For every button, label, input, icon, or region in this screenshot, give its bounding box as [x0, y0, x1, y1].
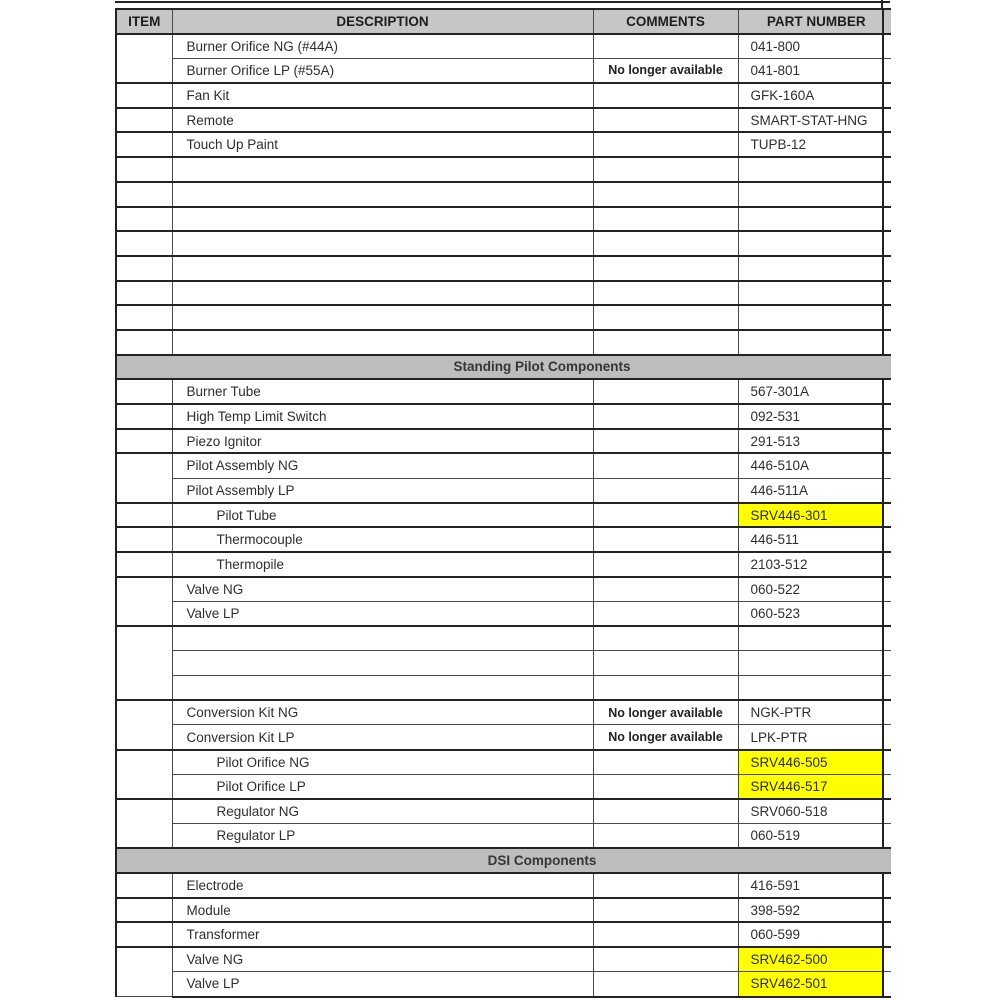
part-number-cell: LPK-PTR	[738, 725, 883, 750]
description-cell: Valve LP	[172, 602, 593, 627]
table-row	[116, 207, 891, 232]
table-row	[116, 824, 891, 849]
parts-table	[115, 8, 891, 998]
item-cell	[116, 750, 172, 799]
table-row	[116, 157, 891, 182]
edge-sliver-cell	[883, 404, 891, 429]
comments-cell: No longer available	[593, 700, 738, 725]
column-header-edge-sliver	[883, 9, 891, 34]
table-row	[116, 379, 891, 404]
description-cell: Piezo Ignitor	[172, 429, 593, 454]
table-row	[116, 83, 891, 108]
part-number-cell: 2103-512	[738, 552, 883, 577]
comments-cell	[593, 503, 738, 528]
comments-cell	[593, 281, 738, 306]
edge-sliver-cell	[883, 676, 891, 701]
part-number-cell	[738, 157, 883, 182]
item-cell	[116, 132, 172, 157]
description-cell	[172, 157, 593, 182]
part-number-cell	[738, 256, 883, 281]
part-number-cell: 060-519	[738, 824, 883, 849]
description-cell: Pilot Assembly NG	[172, 453, 593, 478]
part-number-cell: SRV446-301	[738, 503, 883, 528]
edge-sliver-cell	[883, 330, 891, 355]
comments-cell	[593, 972, 738, 997]
part-number-cell: 060-522	[738, 577, 883, 602]
table-row	[116, 552, 891, 577]
part-number-cell: 092-531	[738, 404, 883, 429]
edge-sliver-cell	[883, 725, 891, 750]
comments-cell	[593, 83, 738, 108]
comments-cell	[593, 256, 738, 281]
part-number-cell	[738, 651, 883, 676]
part-number-cell: 041-801	[738, 58, 883, 83]
column-header-comments: COMMENTS	[593, 9, 738, 34]
item-cell	[116, 626, 172, 700]
table-row	[116, 922, 891, 947]
part-number-cell: 398-592	[738, 898, 883, 923]
description-cell: High Temp Limit Switch	[172, 404, 593, 429]
table-row	[116, 602, 891, 627]
comments-cell	[593, 305, 738, 330]
page-top-rule	[115, 1, 890, 3]
part-number-cell: 291-513	[738, 429, 883, 454]
table-row	[116, 182, 891, 207]
section-band-title: DSI Components	[116, 848, 891, 873]
part-number-cell: GFK-160A	[738, 83, 883, 108]
edge-sliver-cell	[883, 700, 891, 725]
table-row	[116, 231, 891, 256]
item-cell	[116, 527, 172, 552]
description-cell: Touch Up Paint	[172, 132, 593, 157]
description-cell	[172, 651, 593, 676]
table-row	[116, 799, 891, 824]
edge-sliver-cell	[883, 873, 891, 898]
edge-sliver-cell	[883, 478, 891, 503]
part-number-cell: 041-800	[738, 34, 883, 59]
table-row	[116, 676, 891, 701]
edge-sliver-cell	[883, 626, 891, 651]
description-cell: Fan Kit	[172, 83, 593, 108]
description-cell: Transformer	[172, 922, 593, 947]
table-row	[116, 453, 891, 478]
comments-cell	[593, 478, 738, 503]
edge-sliver-cell	[883, 429, 891, 454]
comments-cell	[593, 602, 738, 627]
table-row	[116, 404, 891, 429]
table-row	[116, 577, 891, 602]
description-cell	[172, 330, 593, 355]
part-number-cell: SRV446-505	[738, 750, 883, 775]
table-row	[116, 651, 891, 676]
comments-cell	[593, 774, 738, 799]
description-cell: Pilot Assembly LP	[172, 478, 593, 503]
table-row	[116, 725, 891, 750]
description-cell: Conversion Kit NG	[172, 700, 593, 725]
item-cell	[116, 108, 172, 133]
edge-sliver-cell	[883, 577, 891, 602]
description-cell: Valve LP	[172, 972, 593, 997]
item-cell	[116, 552, 172, 577]
item-cell	[116, 379, 172, 404]
comments-cell	[593, 873, 738, 898]
comments-cell	[593, 108, 738, 133]
edge-sliver-cell	[883, 108, 891, 133]
item-cell	[116, 700, 172, 749]
description-cell	[172, 231, 593, 256]
item-cell	[116, 429, 172, 454]
part-number-cell: SMART-STAT-HNG	[738, 108, 883, 133]
part-number-cell: 446-511	[738, 527, 883, 552]
part-number-cell: SRV446-517	[738, 774, 883, 799]
description-cell: Remote	[172, 108, 593, 133]
edge-sliver-cell	[883, 281, 891, 306]
section-band-title: Standing Pilot Components	[116, 355, 891, 380]
table-row	[116, 305, 891, 330]
description-cell: Pilot Orifice LP	[172, 774, 593, 799]
table-row	[116, 108, 891, 133]
table-row	[116, 58, 891, 83]
item-cell	[116, 281, 172, 306]
comments-cell	[593, 404, 738, 429]
table-row	[116, 281, 891, 306]
part-number-cell	[738, 281, 883, 306]
comments-cell	[593, 824, 738, 849]
comments-cell	[593, 676, 738, 701]
part-number-cell	[738, 676, 883, 701]
part-number-cell	[738, 182, 883, 207]
comments-cell: No longer available	[593, 725, 738, 750]
edge-sliver-cell	[883, 231, 891, 256]
edge-sliver-cell	[883, 750, 891, 775]
header-row	[116, 9, 891, 34]
part-number-cell: 446-511A	[738, 478, 883, 503]
item-cell	[116, 157, 172, 182]
description-cell: Pilot Orifice NG	[172, 750, 593, 775]
table-row	[116, 429, 891, 454]
description-cell: Valve NG	[172, 577, 593, 602]
comments-cell	[593, 527, 738, 552]
description-cell	[172, 256, 593, 281]
comments-cell	[593, 182, 738, 207]
comments-cell	[593, 207, 738, 232]
edge-sliver-cell	[883, 83, 891, 108]
part-number-cell	[738, 330, 883, 355]
edge-sliver-cell	[883, 651, 891, 676]
part-number-cell: 567-301A	[738, 379, 883, 404]
edge-sliver-cell	[883, 602, 891, 627]
edge-sliver-cell	[883, 527, 891, 552]
comments-cell	[593, 651, 738, 676]
part-number-cell	[738, 626, 883, 651]
part-number-cell: 446-510A	[738, 453, 883, 478]
comments-cell	[593, 577, 738, 602]
edge-sliver-cell	[883, 157, 891, 182]
edge-sliver-cell	[883, 503, 891, 528]
comments-cell	[593, 231, 738, 256]
comments-cell	[593, 132, 738, 157]
part-number-cell: NGK-PTR	[738, 700, 883, 725]
column-header-item: ITEM	[116, 9, 172, 34]
section-band-row	[116, 848, 891, 873]
comments-cell	[593, 626, 738, 651]
table-row	[116, 700, 891, 725]
item-cell	[116, 577, 172, 626]
description-cell: Burner Orifice LP (#55A)	[172, 58, 593, 83]
part-number-cell: 416-591	[738, 873, 883, 898]
edge-sliver-cell	[883, 305, 891, 330]
edge-sliver-cell	[883, 207, 891, 232]
column-header-part: PART NUMBER	[738, 9, 883, 34]
part-number-cell: SRV060-518	[738, 799, 883, 824]
item-cell	[116, 947, 172, 996]
parts-table-body	[116, 34, 891, 997]
parts-table-container	[115, 8, 890, 998]
description-cell	[172, 626, 593, 651]
item-cell	[116, 404, 172, 429]
table-row	[116, 330, 891, 355]
item-cell	[116, 873, 172, 898]
edge-sliver-cell	[883, 132, 891, 157]
comments-cell	[593, 799, 738, 824]
edge-sliver-cell	[883, 34, 891, 59]
comments-cell	[593, 34, 738, 59]
description-cell	[172, 281, 593, 306]
item-cell	[116, 34, 172, 83]
comments-cell	[593, 750, 738, 775]
description-cell	[172, 182, 593, 207]
parts-table-head	[116, 9, 891, 34]
edge-sliver-cell	[883, 453, 891, 478]
comments-cell: No longer available	[593, 58, 738, 83]
edge-sliver-cell	[883, 256, 891, 281]
comments-cell	[593, 922, 738, 947]
description-cell: Thermopile	[172, 552, 593, 577]
item-cell	[116, 503, 172, 528]
edge-sliver-cell	[883, 898, 891, 923]
description-cell	[172, 207, 593, 232]
table-row	[116, 626, 891, 651]
comments-cell	[593, 157, 738, 182]
description-cell: Regulator LP	[172, 824, 593, 849]
description-cell: Burner Tube	[172, 379, 593, 404]
item-cell	[116, 182, 172, 207]
table-row	[116, 873, 891, 898]
part-number-cell: SRV462-501	[738, 972, 883, 997]
table-row	[116, 132, 891, 157]
item-cell	[116, 231, 172, 256]
item-cell	[116, 453, 172, 502]
item-cell	[116, 256, 172, 281]
table-row	[116, 503, 891, 528]
edge-sliver-cell	[883, 824, 891, 849]
comments-cell	[593, 330, 738, 355]
edge-sliver-cell	[883, 774, 891, 799]
comments-cell	[593, 379, 738, 404]
part-number-cell	[738, 305, 883, 330]
item-cell	[116, 799, 172, 848]
item-cell	[116, 83, 172, 108]
item-cell	[116, 898, 172, 923]
comments-cell	[593, 947, 738, 972]
description-cell: Electrode	[172, 873, 593, 898]
part-number-cell: SRV462-500	[738, 947, 883, 972]
edge-sliver-cell	[883, 799, 891, 824]
description-cell	[172, 305, 593, 330]
description-cell: Thermocouple	[172, 527, 593, 552]
section-band-row	[116, 355, 891, 380]
edge-sliver-cell	[883, 947, 891, 972]
description-cell: Valve NG	[172, 947, 593, 972]
comments-cell	[593, 898, 738, 923]
comments-cell	[593, 453, 738, 478]
table-row	[116, 898, 891, 923]
description-cell	[172, 676, 593, 701]
item-cell	[116, 330, 172, 355]
table-row	[116, 774, 891, 799]
part-number-cell: 060-599	[738, 922, 883, 947]
part-number-cell: TUPB-12	[738, 132, 883, 157]
column-header-desc: DESCRIPTION	[172, 9, 593, 34]
edge-sliver-cell	[883, 379, 891, 404]
edge-sliver-cell	[883, 922, 891, 947]
table-row	[116, 478, 891, 503]
comments-cell	[593, 429, 738, 454]
item-cell	[116, 207, 172, 232]
description-cell: Module	[172, 898, 593, 923]
edge-sliver-cell	[883, 552, 891, 577]
description-cell: Regulator NG	[172, 799, 593, 824]
description-cell: Burner Orifice NG (#44A)	[172, 34, 593, 59]
comments-cell	[593, 552, 738, 577]
item-cell	[116, 922, 172, 947]
table-row	[116, 972, 891, 997]
description-cell: Pilot Tube	[172, 503, 593, 528]
part-number-cell	[738, 207, 883, 232]
part-number-cell: 060-523	[738, 602, 883, 627]
description-cell: Conversion Kit LP	[172, 725, 593, 750]
table-row	[116, 947, 891, 972]
edge-sliver-cell	[883, 182, 891, 207]
table-row	[116, 256, 891, 281]
edge-sliver-cell	[883, 972, 891, 997]
table-row	[116, 750, 891, 775]
table-row	[116, 34, 891, 59]
item-cell	[116, 305, 172, 330]
table-row	[116, 527, 891, 552]
part-number-cell	[738, 231, 883, 256]
edge-sliver-cell	[883, 58, 891, 83]
